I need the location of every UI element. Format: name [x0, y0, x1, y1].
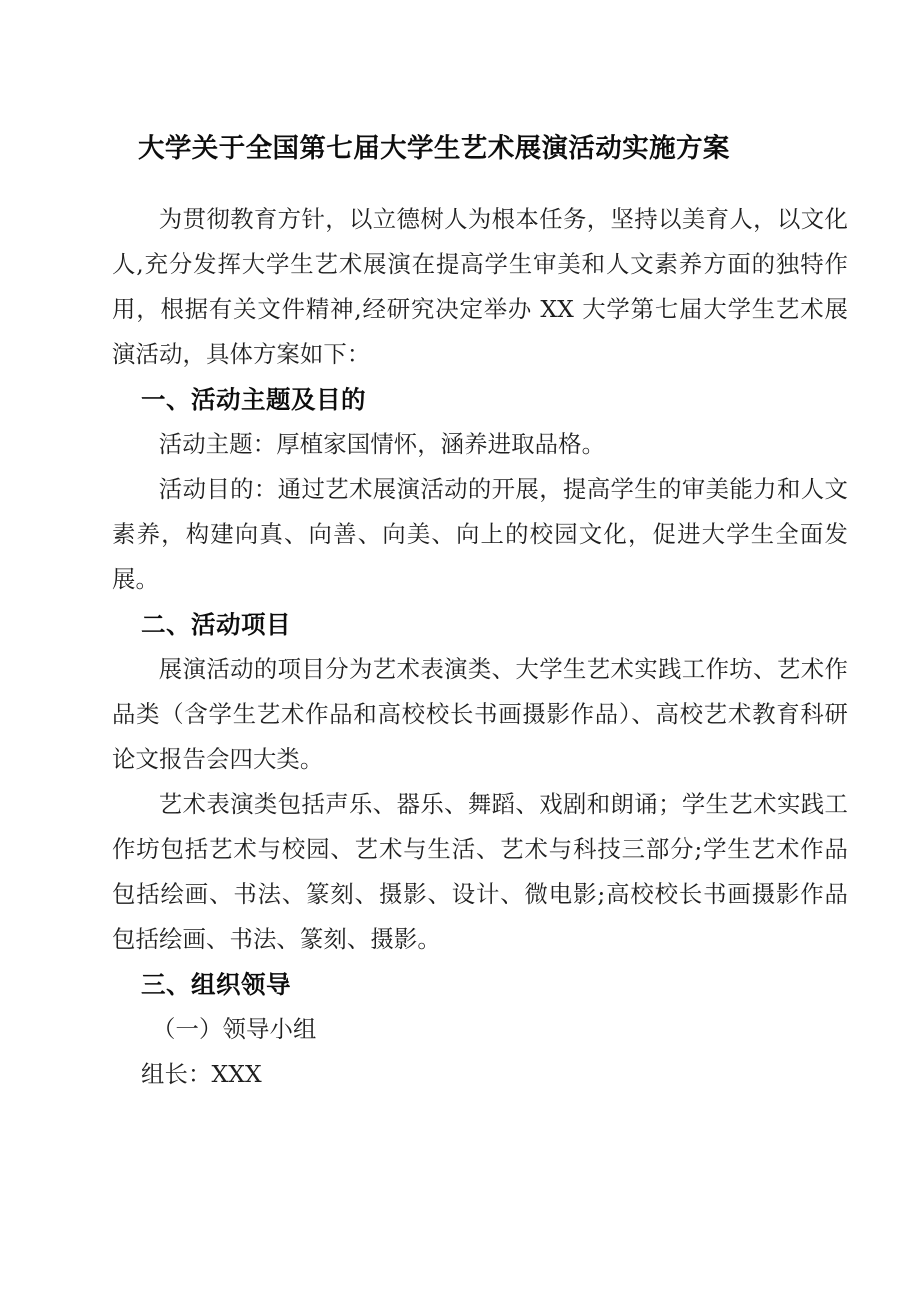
- section-2-paragraph-1: 展演活动的项目分为艺术表演类、大学生艺术实践工作坊、艺术作品类（含学生艺术作品和高校校长书画摄影作品）、高校艺术教育科研论文报告会四大类。: [112, 655, 848, 773]
- section-1-paragraph-1: 活动主题：厚植家国情怀，涵养进取品格。: [158, 430, 606, 458]
- preamble-paragraph: 为贯彻教育方针，以立德树人为根本任务，坚持以美育人，以文化人,充分发挥大学生艺术展演在提高学生审美和人文素养方面的独特作用，根据有关文件精神,经研究决定举办 XX 大学第七届大学生艺术展演活动，具体方案如下：: [112, 205, 848, 368]
- section-2-paragraph-2: 艺术表演类包括声乐、器乐、舞蹈、戏剧和朗诵；学生艺术实践工作坊包括艺术与校园、艺术与生活、艺术与科技三部分;学生艺术作品包括绘画、书法、篆刻、摄影、设计、微电影;高校校长书画摄影作品包括绘画、书法、篆刻、摄影。: [112, 790, 848, 953]
- section-3-subitem: （一）领导小组: [152, 1015, 317, 1043]
- section-heading-3: 三、组织领导: [141, 970, 291, 999]
- section-1-paragraph-2: 活动目的：通过艺术展演活动的开展，提高学生的审美能力和人文素养，构建向真、向善、向美、向上的校园文化，促进大学生全面发展。: [112, 475, 848, 593]
- section-3-paragraph-1: 组长：XXX: [141, 1060, 262, 1088]
- page-title: 大学关于全国第七届大学生艺术展演活动实施方案: [138, 133, 730, 164]
- section-heading-2: 二、活动项目: [141, 610, 291, 639]
- title-spacer: [112, 169, 848, 197]
- section-heading-1: 一、活动主题及目的: [141, 385, 366, 414]
- document-body: [112, 0, 848, 1097]
